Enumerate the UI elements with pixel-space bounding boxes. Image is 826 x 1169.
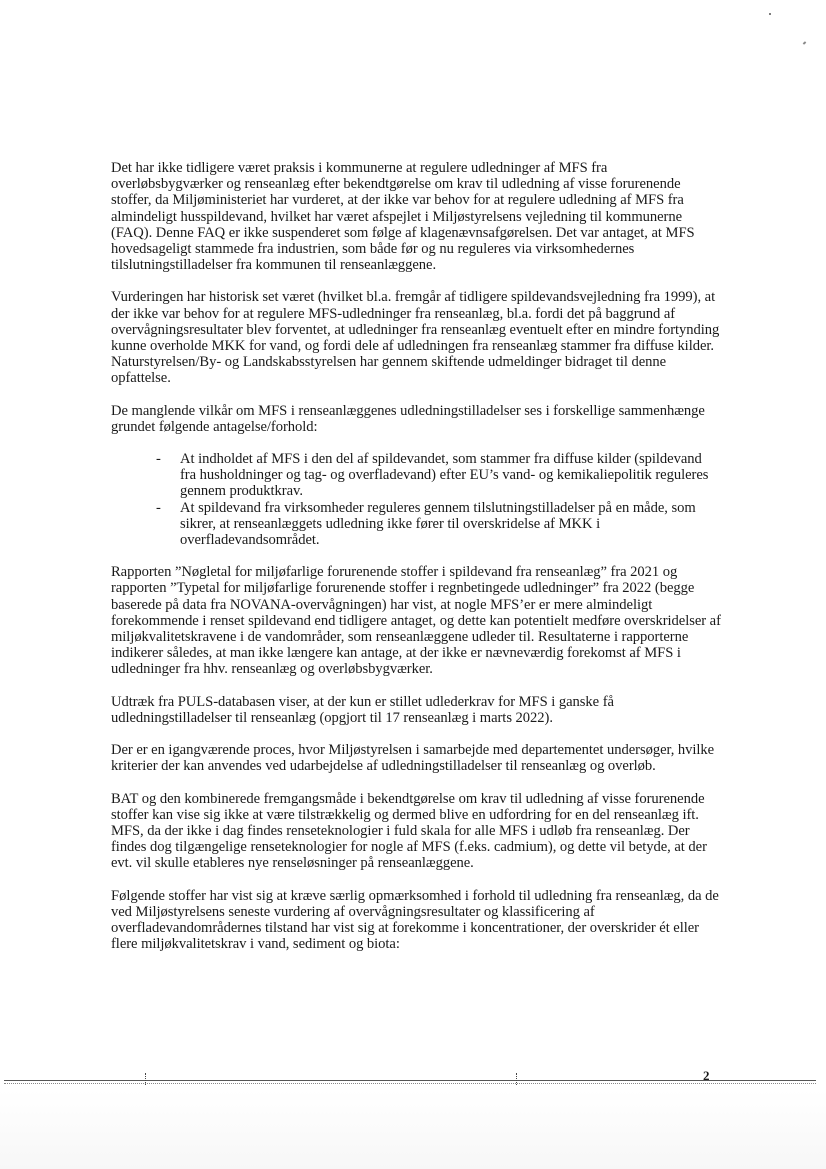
list-item-text: At spildevand fra virksomheder reguleres gennem tilslutningstilladelser på en måde, som sikrer, at renseanlæggets udledning ikke fører til overskridelse af MKK i overfladevandsområdet. [180,499,696,549]
list-item [111,500,721,549]
footer-rule [4,1080,816,1081]
bullet-dash: - [156,499,161,516]
paragraph-vurdering: Vurderingen har historisk set været (hvilket bl.a. fremgår af tidligere spildevandsvejledning fra 1999), at der ikke var behov for at regulere MFS-udledninger fra renseanlæg, bl.a. fordi det på baggrund af overvågningsresultater blev forventet, at udledninger fra renseanlæg eventuelt efter en mindre fortynding kunne overholde MKK for vand, og fordi dele af udledningen fra renseanlæg stammer fra diffuse kilder. Naturstyrelsen/By- og Landskabsstyrelsen har gennem skiftende udmeldinger bidraget til denne opfattelse. [111,289,720,387]
scan-bottom-margin [0,1090,826,1169]
assumption-list [111,451,721,548]
page-number: 2 [703,1068,710,1083]
list-item [111,451,721,500]
paragraph-proces: Der er en igangværende proces, hvor Miljøstyrelsen i samarbejde med departementet undersøger, hvilke kriterier der kan anvendes ved udarbejdelse af udledningstilladelser til renseanlæg og overløb. [111,742,715,775]
paragraph-stoffer: Følgende stoffer har vist sig at kræve særlig opmærksomhed i forhold til udledning fra renseanlæg, da de ved Miljøstyrelsens seneste vurdering af overvågningsresultater og klassificering af overfladevandområdernes tilstand har vist sig at forekomme i koncentrationer, der overskrider ét eller flere miljøkvalitetskrav i vand, sediment og biota: [111,887,719,953]
paragraph-praksis: Det har ikke tidligere været praksis i kommunerne at regulere udledninger af MFS fra overløbsbygværker og renseanlæg efter bekendtgørelse om krav til udledning af visse forurenende stoffer, da Miljøministeriet har vurderet, at der ikke var behov for at regulere udledning af MFS fra almindeligt husspildevand, hvilket har været afspejlet i Miljøstyrelsens vejledning til kommunerne (FAQ). Denne FAQ er ikke suspenderet som følge af klagenævnsafgørelsen. Det var antaget, at MFS hovedsageligt stammede fra industrien, som både før og nu reguleres via virksomhedernes tilslutningstilladelser fra kommunen til renseanlæggene. [111,160,695,274]
footer-tick [516,1073,519,1085]
footer-rule-dotted [4,1083,816,1084]
scan-mark [769,13,771,15]
list-item-text: At indholdet af MFS i den del af spildevandet, som stammer fra diffuse kilder (spildevand fra husholdninger og tag- og overfladevand) efter EU’s vand- og kemikaliepolitik reguleres gennem produktkrav. [180,451,709,500]
footer-tick [145,1073,148,1085]
paragraph-rapporten: Rapporten ”Nøgletal for miljøfarlige forurenende stoffer i spildevand fra renseanlæg” fra 2021 og rapporten ”Typetal for miljøfarlige forurenende stoffer i regnbetingede udledninger” fra 2022 (begge baserede på data fra NOVANA-overvågningen) har vist, at nogle MFS’er er mere almindeligt forekommende i renset spildevand end tidligere antaget, og dette kan potentielt medføre overskridelser af miljøkvalitetskravene i de vandområder, som renseanlæggene udleder til. Resultaterne i rapporterne indikerer således, at man ikke længere kan antage, at der ikke er nævneværdig forekomst af MFS i udledninger fra hhv. renseanlæg og overløbsbygværker. [111,564,721,678]
paragraph-puls: Udtræk fra PULS-databasen viser, at der kun er stillet udlederkrav for MFS i ganske få udledningstilladelser til renseanlæg (opgjort til 17 renseanlæg i marts 2022). [111,693,614,726]
body-text [111,160,721,968]
bullet-dash: - [156,451,161,468]
paragraph-manglende-vilkaar: De manglende vilkår om MFS i renseanlæggenes udledningstilladelser ses i forskellige sammenhænge grundet følgende antagelse/forhold: [111,402,705,435]
paragraph-bat: BAT og den kombinerede fremgangsmåde i bekendtgørelse om krav til udledning af visse forurenende stoffer kan vise sig ikke at være tilstrækkelig og dermed blive en udfordring for en del renseanlæg ift. MFS, da der ikke i dag findes renseteknologier i fuld skala for alle MFS i udløb fra renseanlæg. Der findes dog tilgængelige renseteknologier for nogle af MFS (f.eks. cadmium), og dette vil betyde, at der evt. vil skulle etableres nye renseløsninger på renseanlæggene. [111,790,707,872]
scan-mark [803,41,807,44]
